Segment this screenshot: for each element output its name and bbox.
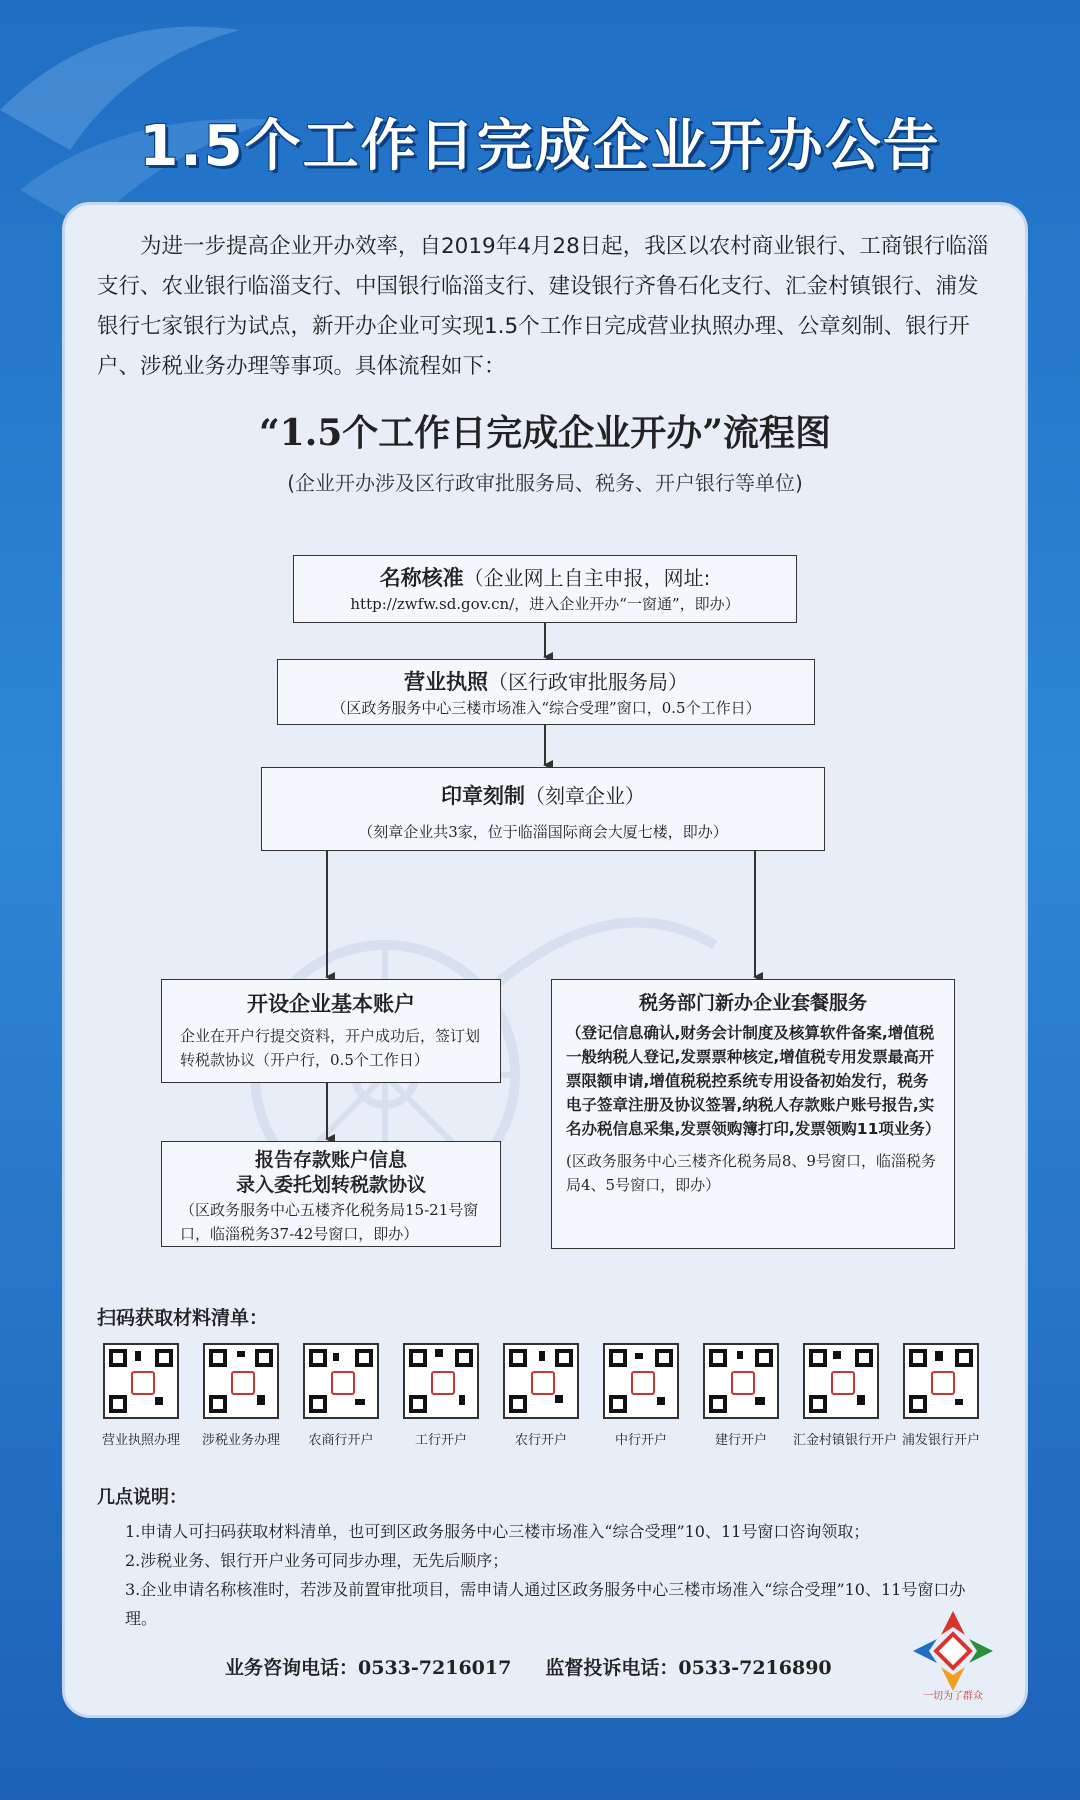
note-item: 1.申请人可扫码获取材料清单，也可到区政务服务中心三楼市场准入“综合受理”10、11号窗口咨询领取； [125, 1522, 870, 1541]
qr-code-icon [803, 1343, 879, 1419]
qr-caption: 农商行开户 [308, 1433, 374, 1448]
qr-code-icon [203, 1343, 279, 1419]
step-detail: (区政务服务中心三楼齐化税务局8、9号窗口，临淄税务局4、5号窗口，即办） [566, 1152, 936, 1194]
flow-step-business-license [277, 659, 815, 725]
complaint-phone-label: 监督投诉电话： [545, 1657, 679, 1679]
qr-code-icon [603, 1343, 679, 1419]
qr-item[interactable] [193, 1343, 289, 1448]
notes-list [105, 1517, 985, 1633]
qr-item[interactable] [393, 1343, 489, 1448]
qr-caption: 汇金村镇银行开户 [793, 1433, 898, 1448]
step-title: 税务部门新办企业套餐服务 [638, 992, 867, 1014]
page-title: 1.5个工作日完成企业开办公告 [139, 114, 941, 179]
flow-step-tax-package [551, 979, 955, 1249]
note-item: 2.涉税业务、银行开户业务可同步办理，无先后顺序； [125, 1551, 509, 1570]
step-title-line2: 录入委托划转税款协议 [235, 1174, 426, 1196]
logo-text: 一切为了群众 [923, 1691, 983, 1701]
qr-code-icon [403, 1343, 479, 1419]
qr-item[interactable] [93, 1343, 189, 1448]
note-item: 3.企业申请名称核准时，若涉及前置审批项目，需申请人通过区政务服务中心三楼市场准入“综合受理”10、11号窗口办理。 [125, 1580, 966, 1628]
qr-code-row [89, 1343, 1009, 1453]
qr-caption: 浦发银行开户 [901, 1433, 980, 1448]
business-phone[interactable]: 0533-7216017 [358, 1657, 512, 1679]
complaint-phone[interactable]: 0533-7216890 [678, 1657, 832, 1679]
qr-section-label: 扫码获取材料清单： [97, 1307, 269, 1329]
step-title: 开设企业基本账户 [247, 992, 415, 1016]
qr-item[interactable] [493, 1343, 589, 1448]
intro-paragraph: 为进一步提高企业开办效率，自2019年4月28日起，我区以农村商业银行、工商银行临淄支行、农业银行临淄支行、中国银行临淄支行、建设银行齐鲁石化支行、汇金村镇银行、浦发银行七家银行为试点，新开办企业可实现1.5个工作日完成营业执照办理、公章刻制、银行开户、涉税业务办理等事项。具体流程如下： [97, 234, 989, 379]
qr-code-icon [103, 1343, 179, 1419]
qr-caption: 建行开户 [714, 1433, 767, 1448]
step-title: 营业执照 [404, 670, 488, 694]
qr-caption: 涉税业务办理 [201, 1433, 280, 1448]
qr-caption: 工行开户 [414, 1433, 467, 1448]
step-paren: （企业网上自主申报，网址: [463, 566, 711, 590]
step-title-line1: 报告存款账户信息 [254, 1149, 407, 1171]
step-detail: （刻章企业共3家，位于临淄国际商会大厦七楼，即办） [358, 823, 728, 841]
qr-item[interactable] [293, 1343, 389, 1448]
notes-title: 几点说明： [97, 1487, 187, 1508]
notice-panel [62, 202, 1028, 1718]
flowchart-subtitle: (企业开办涉及区行政审批服务局、税务、开户银行等单位) [287, 471, 803, 495]
step-title: 印章刻制 [441, 784, 525, 808]
step-detail: 企业在开户行提交资料，开户成功后，签订划转税款协议（开户行，0.5个工作日） [180, 1027, 481, 1069]
flow-step-seal-engraving [261, 767, 825, 851]
qr-code-icon [903, 1343, 979, 1419]
step-detail: http://zwfw.sd.gov.cn/，进入企业开办“一窗通”，即办） [350, 595, 740, 613]
step-body: （登记信息确认,财务会计制度及核算软件备案,增值税一般纳税人登记,发票票种核定,增值税专用发票最高开票限额申请,增值税税控系统专用设备初始发行，税务电子签章注册及协议签署,纳税人存款账户账号报告,实名办税信息采集,发票领购簿打印,发票领购11项业务） [566, 1024, 941, 1138]
qr-code-icon [703, 1343, 779, 1419]
qr-caption: 营业执照办理 [101, 1433, 180, 1448]
step-paren: （区行政审批服务局） [488, 670, 688, 694]
qr-caption: 农行开户 [514, 1433, 567, 1448]
service-logo-icon [907, 1605, 999, 1701]
qr-item[interactable] [893, 1343, 989, 1448]
step-detail: （区政务服务中心三楼市场准入“综合受理”窗口，0.5个工作日） [331, 699, 761, 717]
flowchart-title: “1.5个工作日完成企业开办”流程图 [258, 412, 832, 454]
flow-step-open-account [161, 979, 501, 1083]
qr-code-icon [303, 1343, 379, 1419]
qr-code-icon [503, 1343, 579, 1419]
flow-step-name-approval [293, 555, 797, 623]
contact-line [225, 1653, 832, 1680]
qr-caption: 中行开户 [614, 1433, 667, 1448]
step-paren: （刻章企业） [525, 784, 645, 808]
business-phone-label: 业务咨询电话： [225, 1657, 359, 1679]
qr-item[interactable] [593, 1343, 689, 1448]
step-title: 名称核准 [379, 566, 464, 590]
qr-item[interactable] [693, 1343, 789, 1448]
flow-step-report-account [161, 1141, 501, 1247]
qr-item[interactable] [793, 1343, 898, 1448]
step-detail: （区政务服务中心五楼齐化税务局15-21号窗口，临淄税务37-42号窗口，即办） [180, 1201, 479, 1243]
